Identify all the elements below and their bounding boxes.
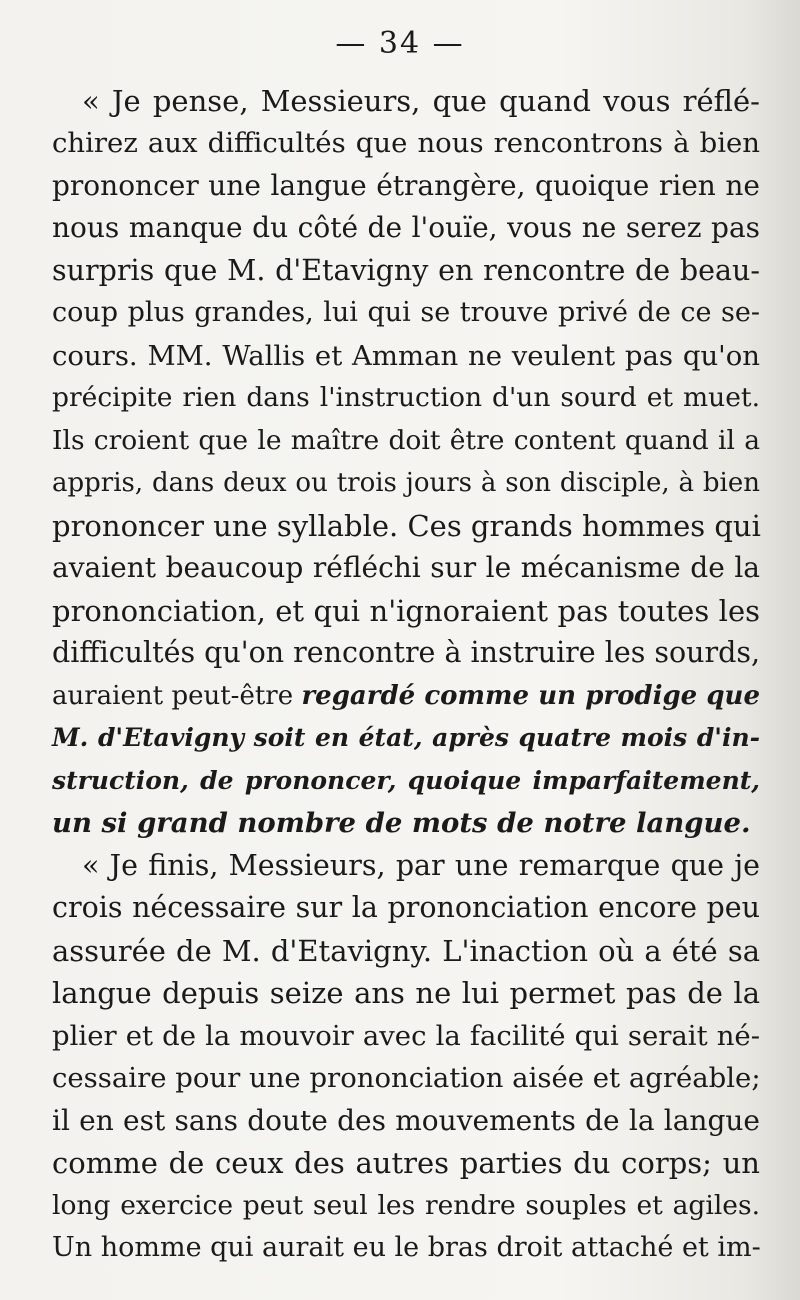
text-line: avaient beaucoup réfléchi sur le mécanisme de la bbox=[52, 551, 760, 584]
text-line: « Je pense, Messieurs, que quand vous réflé- bbox=[82, 84, 760, 118]
text-line: prononcer une langue étrangère, quoique rien ne bbox=[52, 169, 760, 202]
text-line-italic: struction, de prononcer, quoique imparfaitement, bbox=[52, 766, 760, 795]
text-line: cessaire pour une prononciation aisée et agréable; bbox=[52, 1062, 761, 1094]
page-number: — 34 — bbox=[335, 26, 465, 61]
text-line: cours. MM. Wallis et Amman ne veulent pas qu'on bbox=[52, 340, 760, 372]
text-line: chirez aux difficultés que nous rencontrons à bien bbox=[52, 127, 760, 159]
text-italic: regardé comme un prodige que bbox=[301, 681, 760, 711]
text-line: prononciation, et qui n'ignoraient pas toutes les bbox=[52, 594, 760, 628]
text-line: Ils croient que le maître doit être content quand il a bbox=[52, 425, 760, 456]
text-line: nous manque du côté de l'ouïe, vous ne serez pas bbox=[52, 211, 760, 244]
text-line: plier et de la mouvoir avec la facilité qui serait né- bbox=[52, 1020, 760, 1052]
text-line: difficultés qu'on rencontre à instruire les sourds, bbox=[52, 636, 761, 669]
text-line: surpris que M. d'Etavigny en rencontre de beau- bbox=[52, 254, 760, 287]
text-line: comme de ceux des autres parties du corps; un bbox=[52, 1146, 760, 1180]
text-roman: auraient peut-être bbox=[52, 681, 302, 711]
text-line: appris, dans deux ou trois jours à son disciple, à bien bbox=[52, 468, 760, 498]
text-line: crois nécessaire sur la prononciation encore peu bbox=[52, 891, 760, 924]
text-line: coup plus grandes, lui qui se trouve privé de ce se- bbox=[52, 297, 760, 328]
text-line: « Je finis, Messieurs, par une remarque que je bbox=[82, 849, 760, 882]
text-line: long exercice peut seul les rendre souples et agiles. bbox=[52, 1190, 760, 1221]
text-line-italic: M. d'Etavigny soit en état, après quatre mois d'in- bbox=[52, 723, 760, 752]
text-line: langue depuis seize ans ne lui permet pas de la bbox=[52, 976, 760, 1010]
text-line-mixed bbox=[52, 675, 760, 717]
text-line: il en est sans doute des mouvements de la langue bbox=[52, 1104, 760, 1137]
text-line: précipite rien dans l'instruction d'un sourd et muet. bbox=[52, 382, 760, 413]
text-line-italic: un si grand nombre de mots de notre langue. bbox=[52, 807, 751, 839]
text-line: assurée de M. d'Etavigny. L'inaction où a été sa bbox=[52, 934, 760, 968]
text-line: prononcer une syllable. Ces grands hommes qui bbox=[52, 509, 761, 543]
text-line: Un homme qui aurait eu le bras droit attaché et im- bbox=[52, 1232, 761, 1263]
